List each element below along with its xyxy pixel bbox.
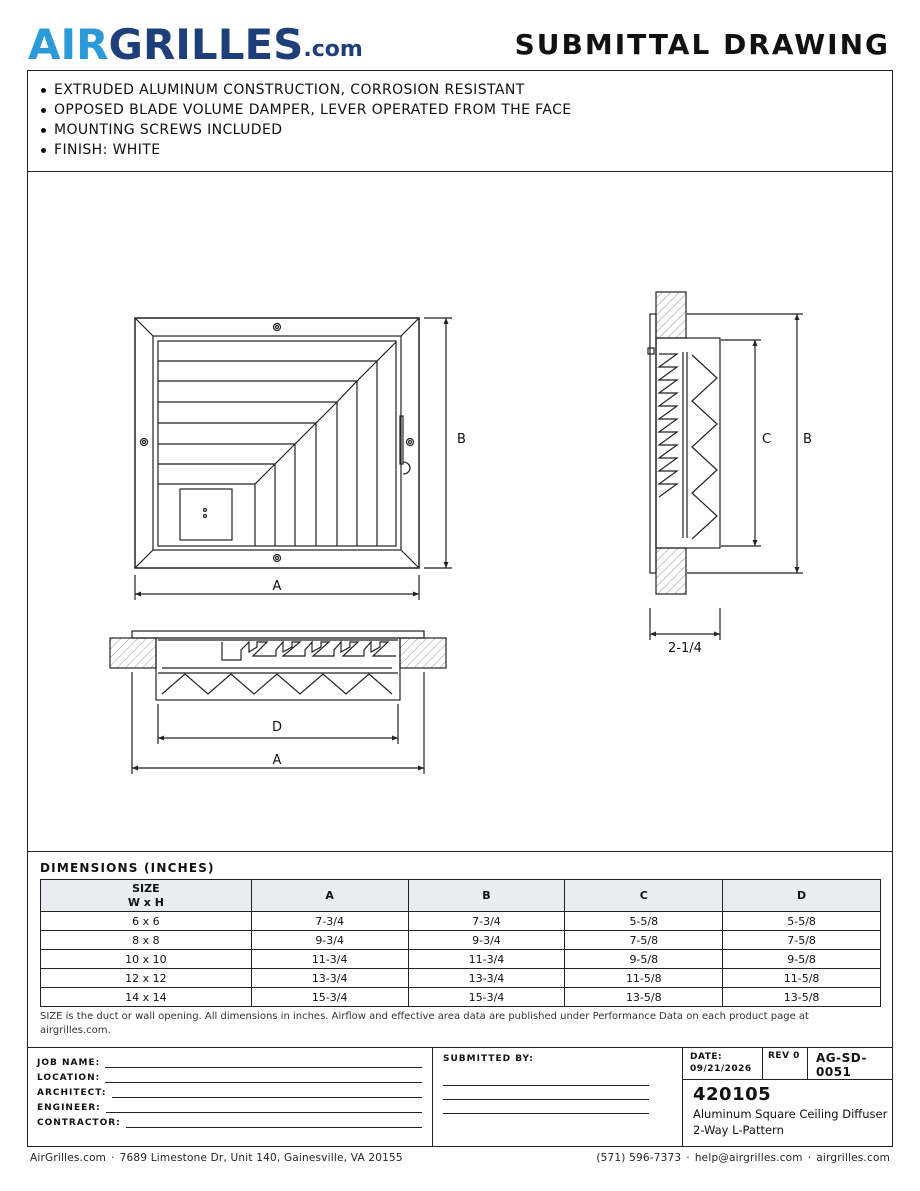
table-row: 6 x 6 7-3/4 7-3/4 5-5/8 5-5/8 [41, 912, 881, 931]
product-number: 420105 [693, 1084, 772, 1105]
date-cell: DATE: 09/21/2026 [683, 1048, 763, 1079]
feature-item: EXTRUDED ALUMINUM CONSTRUCTION, CORROSION RESISTANT [41, 80, 893, 100]
product-name: Aluminum Square Ceiling Diffuser [693, 1107, 888, 1121]
submitted-by-label: SUBMITTED BY: [443, 1054, 534, 1064]
side-dim-b-label: B [803, 432, 812, 447]
feature-item: OPPOSED BLADE VOLUME DAMPER, LEVER OPERATED FROM THE FACE [41, 100, 893, 120]
logo-grilles: GRILLES [108, 20, 304, 69]
dimensions-note: SIZE is the duct or wall opening. All dimensions in inches. Airflow and effective area data are published under Performance Data on each product page at airgrilles.com. [40, 1011, 809, 1036]
bullet-icon [41, 108, 46, 113]
document-number: AG-SD-0051 [816, 1051, 867, 1079]
signoff-block [27, 1048, 893, 1147]
footer-phone[interactable]: (571) 596-7373 [596, 1152, 682, 1164]
brand-logo [28, 20, 363, 69]
field-architect[interactable]: ARCHITECT: [37, 1083, 432, 1098]
front-dim-a-label: A [272, 579, 282, 594]
footer-site[interactable]: airgrilles.com [816, 1152, 890, 1164]
side-dim-c-label: C [762, 432, 772, 447]
product-pattern: 2-Way L-Pattern [693, 1123, 784, 1137]
bullet-icon [41, 148, 46, 153]
table-row: 10 x 10 11-3/4 11-3/4 9-5/8 9-5/8 [41, 950, 881, 969]
submitted-by-block [433, 1048, 683, 1147]
front-view [135, 318, 452, 600]
bottom-dim-a-label: A [272, 753, 282, 768]
field-contractor[interactable]: CONTRACTOR: [37, 1113, 432, 1128]
field-engineer[interactable]: ENGINEER: [37, 1098, 432, 1113]
bullet-icon [41, 88, 46, 93]
footer-address: AirGrilles.com · 7689 Limestone Dr, Unit 140, Gainesville, VA 20155 [30, 1152, 403, 1164]
logo-air: AIR [28, 20, 109, 69]
drawing-svg [27, 172, 893, 852]
col-d: D [723, 880, 881, 912]
footer-address-text: 7689 Limestone Dr, Unit 140, Gainesville, VA 20155 [119, 1152, 403, 1164]
logo-com: .com [303, 37, 363, 62]
project-fields [27, 1048, 433, 1147]
table-row: 14 x 14 15-3/4 15-3/4 13-5/8 13-5/8 [41, 988, 881, 1007]
dimensions-section [27, 852, 893, 1048]
footer-email[interactable]: help@airgrilles.com [694, 1152, 803, 1164]
page-title: SUBMITTAL DRAWING [514, 28, 890, 61]
submitted-line[interactable] [443, 1086, 649, 1100]
product-info [683, 1080, 893, 1138]
col-a: A [251, 880, 408, 912]
col-b: B [408, 880, 565, 912]
col-c: C [565, 880, 723, 912]
document-info [683, 1048, 893, 1147]
submitted-line[interactable] [443, 1064, 649, 1086]
dimensions-table [40, 879, 881, 1007]
bottom-dim-d-label: D [271, 720, 283, 735]
side-view [648, 292, 803, 640]
col-size: SIZE W x H [41, 880, 252, 912]
side-depth-label: 2-1/4 [668, 641, 702, 656]
footer-contact: (571) 596-7373 · help@airgrilles.com · airgrilles.com [596, 1152, 890, 1164]
revision-cell: REV 0 [763, 1048, 808, 1079]
feature-item: MOUNTING SCREWS INCLUDED [41, 120, 893, 140]
bullet-icon [41, 128, 46, 133]
dimensions-heading: DIMENSIONS (INCHES) [40, 861, 215, 875]
feature-item: FINISH: WHITE [41, 140, 893, 160]
footer-company[interactable]: AirGrilles.com [30, 1152, 107, 1164]
technical-drawing [27, 172, 893, 852]
front-dim-b-label: B [457, 432, 466, 447]
field-location[interactable]: LOCATION: [37, 1068, 432, 1083]
table-row: 8 x 8 9-3/4 9-3/4 7-5/8 7-5/8 [41, 931, 881, 950]
table-row: 12 x 12 13-3/4 13-3/4 11-5/8 11-5/8 [41, 969, 881, 988]
submitted-line[interactable] [443, 1100, 649, 1114]
feature-list [27, 70, 893, 172]
field-job-name[interactable]: JOB NAME: [37, 1053, 432, 1068]
